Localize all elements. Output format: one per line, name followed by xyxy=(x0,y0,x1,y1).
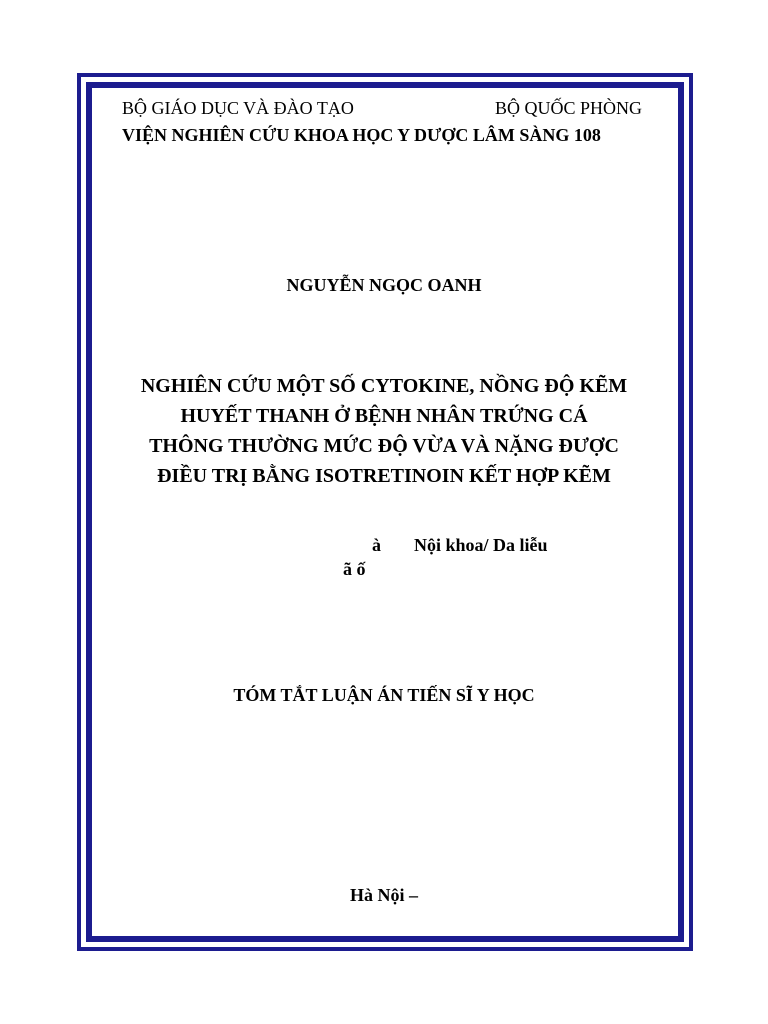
specialty-value: Nội khoa/ Da liễu xyxy=(414,535,548,555)
institute-name: VIỆN NGHIÊN CỨU KHOA HỌC Y DƯỢC LÂM SÀNG 108 xyxy=(122,125,601,145)
specialty-label: à xyxy=(372,535,381,555)
thesis-title xyxy=(0,371,768,491)
title-line-1: NGHIÊN CỨU MỘT SỐ CYTOKINE, NỒNG ĐỘ KẼM xyxy=(140,375,628,397)
specialty-code: ã ố xyxy=(343,559,366,579)
page-border-inner xyxy=(86,82,684,942)
ministry-right: BỘ QUỐC PHÒNG xyxy=(495,98,643,118)
place-year: Hà Nội – xyxy=(349,885,418,905)
document-type: TÓM TẮT LUẬN ÁN TIẾN SĨ Y HỌC xyxy=(233,685,535,705)
title-line-3: THÔNG THƯỜNG MỨC ĐỘ VỪA VÀ NẶNG ĐƯỢC xyxy=(149,435,619,457)
author-name: NGUYỄN NGỌC OANH xyxy=(286,275,482,295)
ministry-left: BỘ GIÁO DỤC VÀ ĐÀO TẠO xyxy=(122,98,354,118)
title-line-4: ĐIỀU TRỊ BẰNG ISOTRETINOIN KẾT HỢP KẼM xyxy=(157,465,611,487)
title-line-2: HUYẾT THANH Ở BỆNH NHÂN TRỨNG CÁ xyxy=(180,405,588,427)
